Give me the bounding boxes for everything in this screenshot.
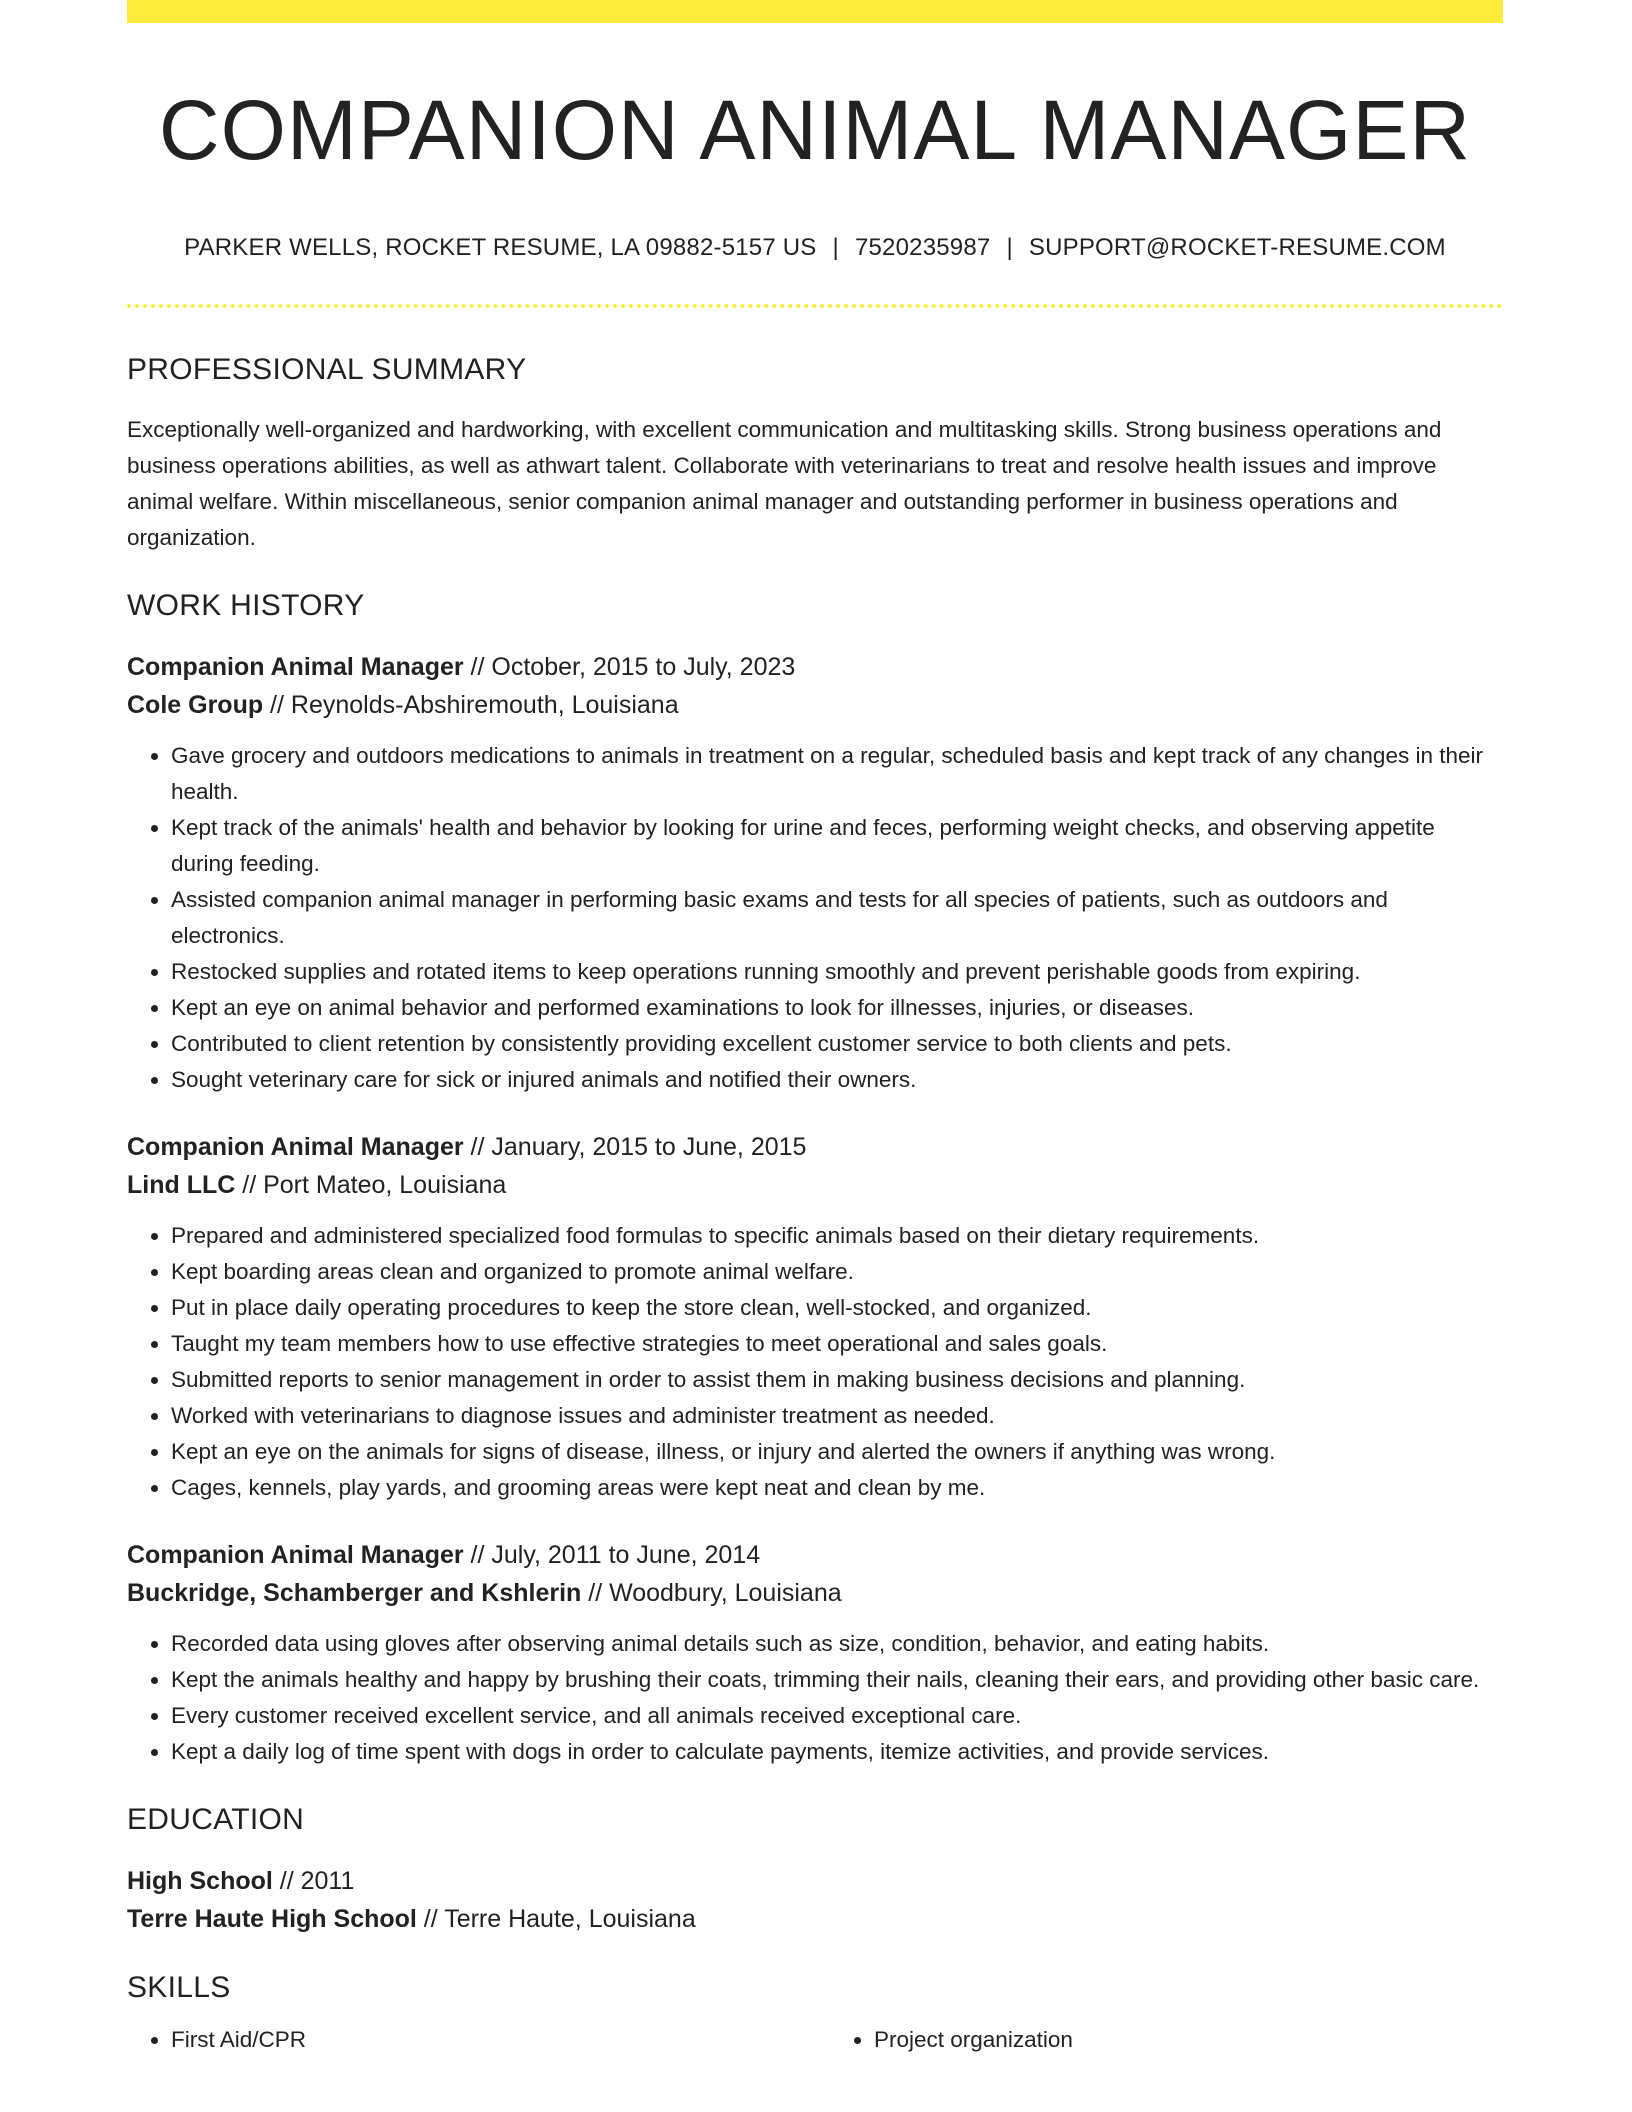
contact-email: SUPPORT@ROCKET-RESUME.COM: [1028, 234, 1446, 261]
job-role: Companion Animal Manager: [127, 653, 464, 681]
skills-column-right: [830, 2022, 1503, 2058]
job-title-line: [127, 1128, 1503, 1166]
list-item: • Worked with veterinarians to diagnose issues and administer treatment as needed.: [171, 1398, 1503, 1434]
list-item: • Assisted companion animal manager in performing basic exams and tests for all species of patients, such as outdoors and electronics.: [171, 882, 1503, 954]
job-company-line: [127, 686, 1503, 724]
list-item: • Kept the animals healthy and happy by brushing their coats, trimming their nails, cleaning their ears, and providing other basic care.: [171, 1662, 1503, 1698]
job-entry: [127, 1536, 1503, 1770]
contact-separator: |: [832, 234, 839, 261]
education-degree-line: [127, 1862, 1503, 1900]
education-location: // Terre Haute, Louisiana: [416, 1905, 696, 1933]
skill-item: • Project organization: [874, 2022, 1503, 2058]
job-dates: // July, 2011 to June, 2014: [463, 1541, 761, 1569]
job-dates: // January, 2015 to June, 2015: [463, 1133, 807, 1161]
dotted-divider: [127, 304, 1503, 308]
education-degree: High School: [127, 1867, 273, 1895]
job-location: // Port Mateo, Louisiana: [235, 1171, 507, 1199]
job-title-line: [127, 648, 1503, 686]
job-location: // Reynolds-Abshiremouth, Louisiana: [263, 691, 679, 719]
section-title-education: EDUCATION: [127, 1803, 305, 1836]
list-item: • Kept boarding areas clean and organized to promote animal welfare.: [171, 1254, 1503, 1290]
resume-page: [127, 0, 1503, 2058]
list-item: • Restocked supplies and rotated items to keep operations running smoothly and prevent perishable goods from expiring.: [171, 954, 1503, 990]
job-bullets: [127, 1626, 1503, 1770]
list-item: • Kept an eye on the animals for signs of disease, illness, or injury and alerted the owners if anything was wrong.: [171, 1434, 1503, 1470]
contact-separator: |: [1006, 234, 1013, 261]
section-title-work-history: WORK HISTORY: [127, 589, 365, 622]
job-company: Cole Group: [127, 691, 264, 719]
skill-item: • First Aid/CPR: [171, 2022, 800, 2058]
job-role: Companion Animal Manager: [127, 1541, 464, 1569]
job-entry: [127, 1128, 1503, 1506]
list-item: • Kept an eye on animal behavior and performed examinations to look for illnesses, injuries, or diseases.: [171, 990, 1503, 1026]
list-item: • Submitted reports to senior management in order to assist them in making business decisions and planning.: [171, 1362, 1503, 1398]
job-company-line: [127, 1574, 1503, 1612]
summary-text: Exceptionally well-organized and hardworking, with excellent communication and multitasking skills. Strong business operations and business operations abilities, as well as athwart talent. Collaborate with veterinarians to treat and resolve health issues and improve animal welfare. Within miscellaneous, senior companion animal manager and outstanding performer in business operations and organization.: [127, 417, 1442, 550]
contact-address: PARKER WELLS, ROCKET RESUME, LA 09882-5157 US: [184, 234, 817, 261]
page-title: COMPANION ANIMAL MANAGER: [158, 83, 1472, 177]
section-title-summary: PROFESSIONAL SUMMARY: [127, 353, 527, 386]
list-item: • Sought veterinary care for sick or injured animals and notified their owners.: [171, 1062, 1503, 1098]
section-title-skills: SKILLS: [127, 1971, 231, 2004]
education-school: Terre Haute High School: [127, 1905, 417, 1933]
list-item: • Kept a daily log of time spent with dogs in order to calculate payments, itemize activities, and provide services.: [171, 1734, 1503, 1770]
job-company: Buckridge, Schamberger and Kshlerin: [127, 1579, 582, 1607]
job-company: Lind LLC: [127, 1171, 236, 1199]
job-bullets: [127, 738, 1503, 1098]
job-company-line: [127, 1166, 1503, 1204]
education-school-line: [127, 1900, 1503, 1938]
list-item: • Contributed to client retention by consistently providing excellent customer service to both clients and pets.: [171, 1026, 1503, 1062]
list-item: • Prepared and administered specialized food formulas to specific animals based on their dietary requirements.: [171, 1218, 1503, 1254]
job-location: // Woodbury, Louisiana: [581, 1579, 842, 1607]
list-item: • Cages, kennels, play yards, and grooming areas were kept neat and clean by me.: [171, 1470, 1503, 1506]
education-year: // 2011: [272, 1867, 355, 1895]
job-bullets: [127, 1218, 1503, 1506]
education-entry: [127, 1862, 1503, 1938]
list-item: • Put in place daily operating procedures to keep the store clean, well-stocked, and organized.: [171, 1290, 1503, 1326]
job-role: Companion Animal Manager: [127, 1133, 464, 1161]
job-title-line: [127, 1536, 1503, 1574]
skills-grid: [127, 2022, 1503, 2058]
list-item: • Gave grocery and outdoors medications to animals in treatment on a regular, scheduled basis and kept track of any changes in their health.: [171, 738, 1503, 810]
skills-column-left: [127, 2022, 800, 2058]
list-item: • Taught my team members how to use effective strategies to meet operational and sales goals.: [171, 1326, 1503, 1362]
list-item: • Recorded data using gloves after observing animal details such as size, condition, behavior, and eating habits.: [171, 1626, 1503, 1662]
contact-line: [127, 232, 1503, 264]
list-item: • Every customer received excellent service, and all animals received exceptional care.: [171, 1698, 1503, 1734]
contact-phone: 7520235987: [854, 234, 991, 261]
list-item: • Kept track of the animals' health and behavior by looking for urine and feces, performing weight checks, and observing appetite during feeding.: [171, 810, 1503, 882]
job-entry: [127, 648, 1503, 1098]
job-dates: // October, 2015 to July, 2023: [463, 653, 796, 681]
